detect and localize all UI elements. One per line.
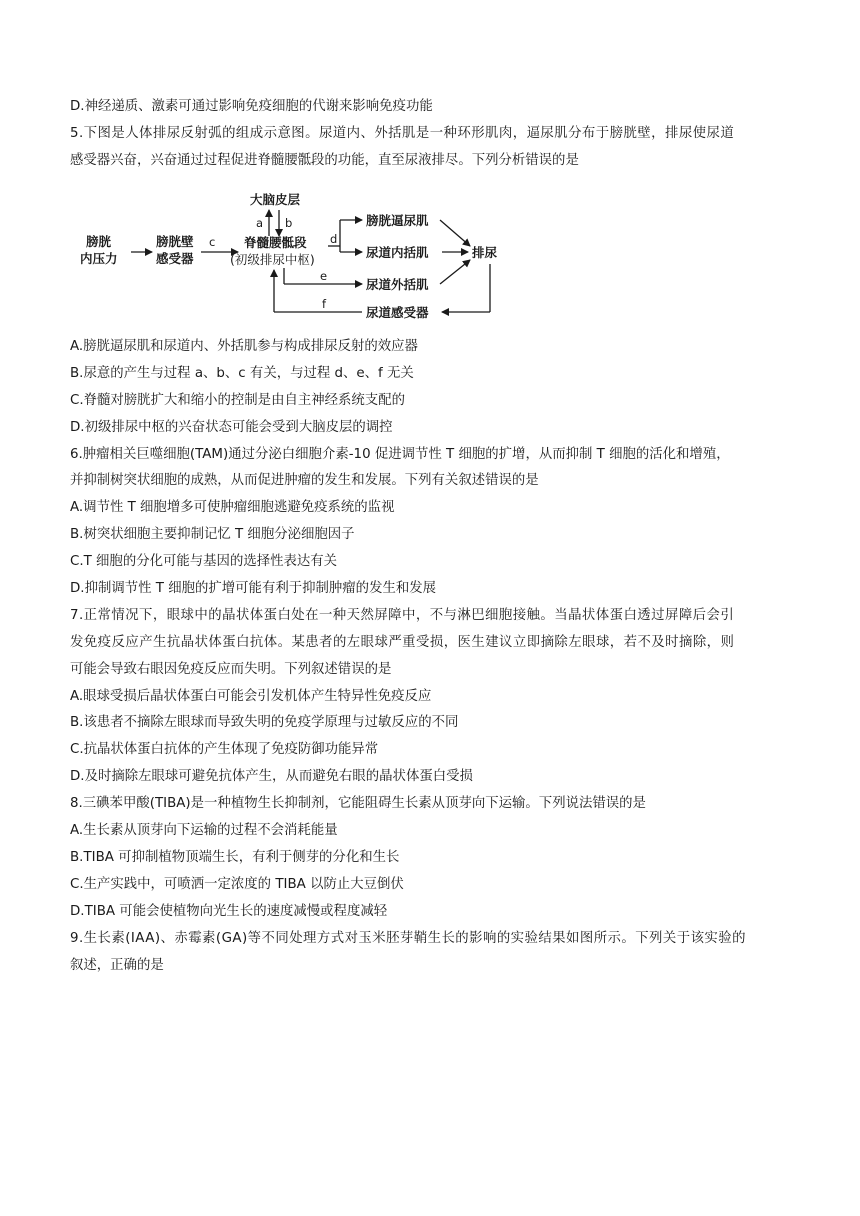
- detrusor-label: 膀胱逼尿肌: [366, 213, 429, 228]
- option-8b: B.TIBA 可抑制植物顶端生长，有利于侧芽的分化和生长: [70, 850, 400, 865]
- option-4d: D.神经递质、激素可通过影响免疫细胞的代谢来影响免疫功能: [70, 99, 433, 114]
- outer-sphincter-label: 尿道外括肌: [366, 277, 429, 292]
- option-8a: A.生长素从顶芽向下运输的过程不会消耗能量: [70, 823, 338, 838]
- option-8c: C.生产实践中，可喷洒一定浓度的 TIBA 以防止大豆倒伏: [70, 877, 404, 892]
- cerebral-cortex-label: 大脑皮层: [250, 192, 301, 207]
- option-5a: A.膀胱逼尿肌和尿道内、外括肌参与构成排尿反射的效应器: [70, 339, 418, 354]
- label-e: e: [320, 269, 328, 283]
- micturition-reflex-diagram: [70, 188, 540, 328]
- inner-sphincter-label: 尿道内括肌: [366, 245, 429, 260]
- label-d: d: [330, 232, 338, 246]
- question-7-stem-line-3: 可能会导致右眼因免疫反应而失明。下列叙述错误的是: [70, 662, 392, 677]
- label-c: c: [209, 235, 216, 249]
- urination-label: 排尿: [472, 245, 498, 260]
- option-5d: D.初级排尿中枢的兴奋状态可能会受到大脑皮层的调控: [70, 420, 393, 435]
- arrow-outer-urination: [440, 260, 470, 284]
- option-7b: B.该患者不摘除左眼球而导致失明的免疫学原理与过敏反应的不同: [70, 715, 459, 730]
- question-7-stem-line-2: 发免疫反应产生抗晶状体蛋白抗体。某患者的左眼球严重受损，医生建议立即摘除左眼球，若不及时摘除，则: [70, 635, 735, 650]
- primary-center-label: (初级排尿中枢): [230, 252, 315, 267]
- question-7-stem-line-1: 7.正常情况下，眼球中的晶状体蛋白处在一种天然屏障中，不与淋巴细胞接触。当晶状体蛋白透过屏障后会引: [70, 608, 735, 623]
- question-5-stem-line-1: 5.下图是人体排尿反射弧的组成示意图。尿道内、外括肌是一种环形肌肉，逼尿肌分布于膀胱壁，排尿使尿道: [70, 126, 735, 141]
- option-6c: C.T 细胞的分化可能与基因的选择性表达有关: [70, 554, 338, 569]
- question-9-stem-line-2: 叙述，正确的是: [70, 958, 164, 973]
- question-5-stem-line-2: 感受器兴奋，兴奋通过过程促进脊髓腰骶段的功能，直至尿液排尽。下列分析错误的是: [70, 153, 579, 168]
- option-6d: D.抑制调节性 T 细胞的扩增可能有利于抑制肿瘤的发生和发展: [70, 581, 437, 596]
- label-a: a: [256, 216, 264, 230]
- option-8d: D.TIBA 可能会使植物向光生长的速度减慢或程度减轻: [70, 904, 388, 919]
- label-f: f: [322, 297, 327, 311]
- option-7d: D.及时摘除左眼球可避免抗体产生，从而避免右眼的晶状体蛋白受损: [70, 769, 473, 784]
- question-9-stem-line-1: 9.生长素(IAA)、赤霉素(GA)等不同处理方式对玉米胚芽鞘生长的影响的实验结果如图所示。下列关于该实验的: [70, 931, 746, 946]
- question-8-stem: 8.三碘苯甲酸(TIBA)是一种植物生长抑制剂，它能阻碍生长素从顶芽向下运输。下列说法错误的是: [70, 796, 646, 811]
- urethra-receptor-label: 尿道感受器: [366, 305, 429, 320]
- bladder-pressure-label-1: 膀胱: [86, 234, 112, 249]
- option-5b: B.尿意的产生与过程 a、b、c 有关，与过程 d、e、f 无关: [70, 366, 414, 381]
- spinal-cord-label: 脊髓腰骶段: [244, 235, 307, 250]
- question-6-stem-line-2: 并抑制树突状细胞的成熟，从而促进肿瘤的发生和发展。下列有关叙述错误的是: [70, 473, 539, 488]
- option-7a: A.眼球受损后晶状体蛋白可能会引发机体产生特异性免疫反应: [70, 689, 432, 704]
- label-b: b: [285, 216, 293, 230]
- arrow-detrusor-urination: [440, 220, 470, 246]
- option-6a: A.调节性 T 细胞增多可使肿瘤细胞逃避免疫系统的监视: [70, 500, 395, 515]
- bladder-pressure-label-2: 内压力: [80, 251, 118, 266]
- option-6b: B.树突状细胞主要抑制记忆 T 细胞分泌细胞因子: [70, 527, 355, 542]
- option-5c: C.脊髓对膀胱扩大和缩小的控制是由自主神经系统支配的: [70, 393, 405, 408]
- question-6-stem-line-1: 6.肿瘤相关巨噬细胞(TAM)通过分泌白细胞介素-10 促进调节性 T 细胞的扩增，从而抑制 T 细胞的活化和增殖，: [70, 447, 730, 462]
- option-7c: C.抗晶状体蛋白抗体的产生体现了免疫防御功能异常: [70, 742, 379, 757]
- bladder-receptor-label-2: 感受器: [156, 251, 194, 266]
- bladder-receptor-label-1: 膀胱壁: [156, 234, 194, 249]
